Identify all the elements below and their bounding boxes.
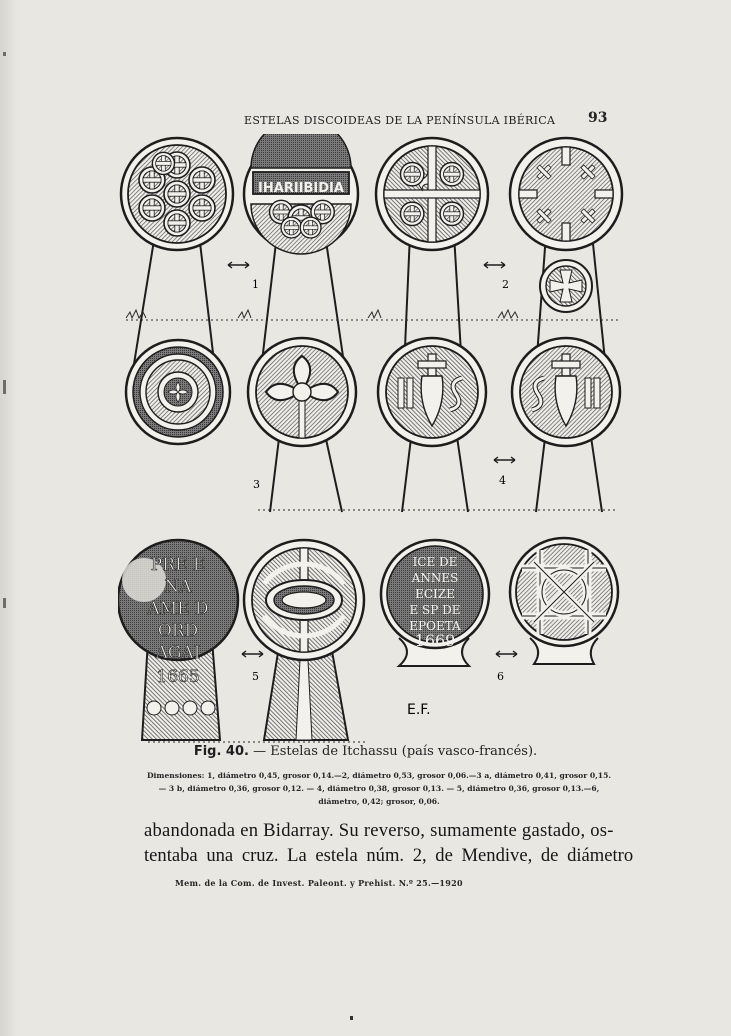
ink-speck: [350, 1016, 353, 1020]
dimensions-text: 1, diámetro 0,45, grosor 0,14.—2, diámetro 0,53, grosor 0,06.—3 a, diámetro 0,41, grosor 0,15. — 3 b, diámetro 0,36, grosor 0,12. — 4, diámetro 0,38, grosor 0,13. — 5, diámetro 0,36, grosor 0,13.—6, diámetro, 0,42; grosor, 0,06.: [158, 771, 612, 806]
body-line: tentaba una cruz. La estela núm. 2, de Mendive, de diámetro: [144, 845, 634, 866]
stela-inscription-line: PRE E: [150, 555, 206, 575]
arrow-icon: [494, 457, 515, 463]
stela-inscription-line: AME D: [147, 599, 209, 619]
stela: [244, 134, 358, 370]
stela: [376, 138, 488, 370]
figure-caption-label: Fig. 40.: [193, 744, 249, 759]
stela-row-2: [126, 338, 620, 512]
stela-row-3: [118, 538, 618, 742]
figure-number-label: 4: [499, 474, 506, 487]
stela: [378, 338, 486, 512]
arrow-icon: [228, 262, 505, 268]
page-footer: Mem. de la Com. de Invest. Paleont. y Prehist. N.º 25.—1920: [175, 878, 463, 888]
stela-inscription: IHARIIBIDIA: [258, 181, 344, 196]
stela: [118, 540, 238, 740]
stela-inscription-line: E SP DE: [409, 603, 461, 617]
stela: [248, 338, 356, 512]
figure-number-label: 6: [497, 670, 504, 683]
figure-number-label: 2: [502, 278, 509, 291]
page-binding-edge: [0, 0, 22, 1036]
artist-signature: E.F.: [407, 702, 431, 718]
stela-inscription-line: ANNES: [411, 571, 459, 585]
dimensions-label: Dimensiones:: [146, 771, 205, 780]
binding-mark: [3, 380, 6, 394]
stela: [510, 538, 618, 664]
figure-dimensions: [146, 769, 612, 808]
stela-inscription-line: ORD: [157, 621, 199, 641]
figure-caption: [0, 744, 731, 759]
binding-mark: [3, 52, 6, 56]
binding-mark: [3, 598, 6, 608]
stela-inscription-line: AGAI: [155, 643, 201, 663]
running-head: ESTELAS DISCOIDEAS DE LA PENÍNSULA IBÉRICA: [244, 114, 556, 127]
stela-inscription-line: 1669: [414, 631, 456, 650]
figure-40-plate: [118, 134, 634, 754]
stela-inscription-line: ICE DE: [412, 555, 458, 569]
stela-inscription-line: NA: [164, 577, 192, 597]
stela: [244, 540, 364, 740]
stela: [512, 338, 620, 512]
stela: [381, 540, 489, 666]
stela-inscription-line: ECIZE: [415, 587, 455, 601]
stela: [510, 138, 622, 370]
stela-inscription-line: 1665: [156, 667, 200, 687]
body-line: abandonada en Bidarray. Su reverso, sumamente gastado, os-: [144, 820, 614, 841]
stela-inscription-line: EPOETA: [409, 619, 461, 633]
page-number: 93: [588, 110, 608, 126]
figure-number-label: 3: [253, 478, 260, 491]
stela-row-1: [121, 134, 622, 370]
figure-number-label: 5: [252, 670, 259, 683]
stela: [126, 340, 230, 444]
body-paragraph: [144, 818, 634, 868]
stela: [121, 138, 233, 370]
figure-caption-text: — Estelas de Itchassu (país vasco-francés).: [248, 744, 538, 759]
figure-number-label: 1: [252, 278, 259, 291]
